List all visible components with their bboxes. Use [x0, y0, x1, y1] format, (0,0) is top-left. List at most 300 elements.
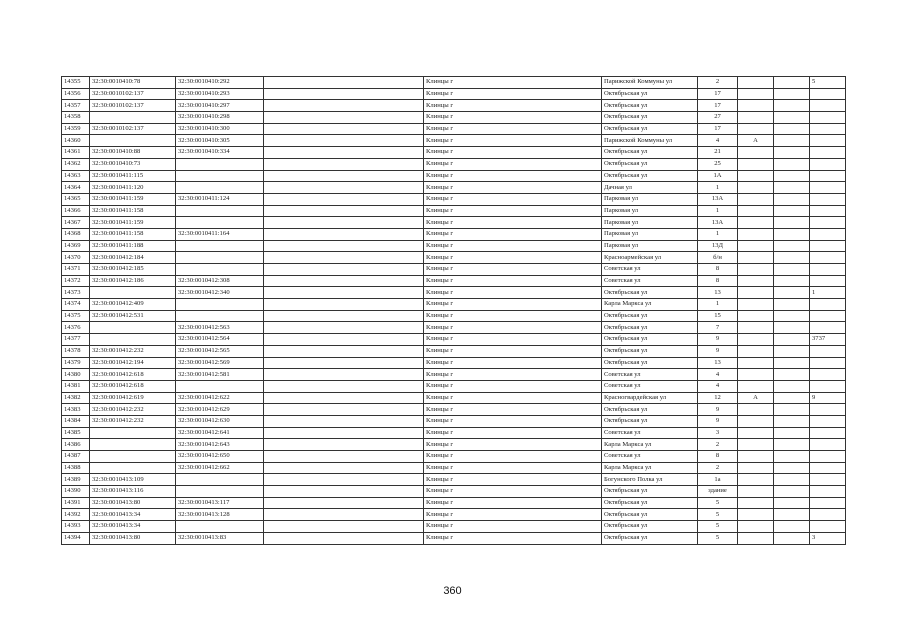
settlement-cell: Клинцы г — [424, 158, 602, 170]
blank-cell — [264, 474, 424, 486]
letter-cell — [738, 123, 774, 135]
row-number-cell: 14384 — [62, 415, 90, 427]
settlement-cell: Клинцы г — [424, 310, 602, 322]
building-cell — [774, 275, 810, 287]
letter-cell — [738, 275, 774, 287]
table-row — [62, 415, 846, 427]
street-cell: Богунского Полка ул — [602, 474, 698, 486]
row-number-cell: 14378 — [62, 345, 90, 357]
parcel-cadastral-cell: 32:30:0010412:618 — [90, 380, 176, 392]
building-cell — [774, 392, 810, 404]
blank-cell — [264, 275, 424, 287]
row-number-cell: 14376 — [62, 322, 90, 334]
street-cell: Парковая ул — [602, 228, 698, 240]
blank-cell — [264, 497, 424, 509]
house-number-cell: 1 — [698, 205, 738, 217]
object-cadastral-cell: 32:30:0010412:581 — [176, 369, 264, 381]
table-row — [62, 392, 846, 404]
building-cell — [774, 474, 810, 486]
house-number-cell: 12 — [698, 392, 738, 404]
parcel-cadastral-cell: 32:30:0010411:159 — [90, 193, 176, 205]
object-cadastral-cell: 32:30:0010410:292 — [176, 77, 264, 89]
table-row — [62, 497, 846, 509]
street-cell: Октябрьская ул — [602, 112, 698, 124]
building-cell — [774, 380, 810, 392]
house-number-cell: 5 — [698, 521, 738, 533]
blank-cell — [264, 380, 424, 392]
blank-cell — [264, 357, 424, 369]
settlement-cell: Клинцы г — [424, 135, 602, 147]
blank-cell — [264, 345, 424, 357]
flat-cell — [810, 322, 846, 334]
table-row — [62, 112, 846, 124]
building-cell — [774, 252, 810, 264]
parcel-cadastral-cell — [90, 334, 176, 346]
table-row — [62, 275, 846, 287]
street-cell: Октябрьская ул — [602, 123, 698, 135]
street-cell: Парижской Коммуны ул — [602, 135, 698, 147]
flat-cell — [810, 427, 846, 439]
street-cell: Советская ул — [602, 427, 698, 439]
table-row — [62, 474, 846, 486]
building-cell — [774, 193, 810, 205]
settlement-cell: Клинцы г — [424, 497, 602, 509]
street-cell: Октябрьская ул — [602, 334, 698, 346]
table-row — [62, 100, 846, 112]
object-cadastral-cell — [176, 170, 264, 182]
blank-cell — [264, 462, 424, 474]
street-cell: Октябрьская ул — [602, 357, 698, 369]
flat-cell — [810, 486, 846, 498]
parcel-cadastral-cell: 32:30:0010413:34 — [90, 509, 176, 521]
street-cell: Октябрьская ул — [602, 532, 698, 544]
row-number-cell: 14357 — [62, 100, 90, 112]
flat-cell — [810, 299, 846, 311]
house-number-cell: б/н — [698, 252, 738, 264]
blank-cell — [264, 170, 424, 182]
parcel-cadastral-cell: 32:30:0010412:618 — [90, 369, 176, 381]
house-number-cell: 4 — [698, 135, 738, 147]
table-row — [62, 509, 846, 521]
street-cell: Парковая ул — [602, 205, 698, 217]
parcel-cadastral-cell: 32:30:0010413:80 — [90, 497, 176, 509]
settlement-cell: Клинцы г — [424, 205, 602, 217]
settlement-cell: Клинцы г — [424, 264, 602, 276]
settlement-cell: Клинцы г — [424, 170, 602, 182]
building-cell — [774, 439, 810, 451]
table-row — [62, 380, 846, 392]
parcel-cadastral-cell: 32:30:0010412:186 — [90, 275, 176, 287]
row-number-cell: 14368 — [62, 228, 90, 240]
flat-cell — [810, 100, 846, 112]
object-cadastral-cell: 32:30:0010412:650 — [176, 451, 264, 463]
flat-cell — [810, 217, 846, 229]
parcel-cadastral-cell: 32:30:0010412:185 — [90, 264, 176, 276]
letter-cell — [738, 310, 774, 322]
building-cell — [774, 228, 810, 240]
row-number-cell: 14371 — [62, 264, 90, 276]
object-cadastral-cell: 32:30:0010412:569 — [176, 357, 264, 369]
table-row — [62, 77, 846, 89]
house-number-cell: 2 — [698, 439, 738, 451]
object-cadastral-cell — [176, 380, 264, 392]
house-number-cell: 9 — [698, 345, 738, 357]
blank-cell — [264, 147, 424, 159]
flat-cell — [810, 240, 846, 252]
parcel-cadastral-cell: 32:30:0010411:120 — [90, 182, 176, 194]
letter-cell — [738, 521, 774, 533]
building-cell — [774, 357, 810, 369]
parcel-cadastral-cell: 32:30:0010411:115 — [90, 170, 176, 182]
house-number-cell: 5 — [698, 532, 738, 544]
table-row — [62, 310, 846, 322]
house-number-cell: 17 — [698, 100, 738, 112]
parcel-cadastral-cell — [90, 451, 176, 463]
flat-cell — [810, 474, 846, 486]
settlement-cell: Клинцы г — [424, 147, 602, 159]
blank-cell — [264, 439, 424, 451]
street-cell: Карла Маркса ул — [602, 462, 698, 474]
parcel-cadastral-cell: 32:30:0010411:158 — [90, 228, 176, 240]
building-cell — [774, 135, 810, 147]
object-cadastral-cell: 32:30:0010412:630 — [176, 415, 264, 427]
street-cell: Красноармейская ул — [602, 252, 698, 264]
object-cadastral-cell — [176, 521, 264, 533]
flat-cell — [810, 88, 846, 100]
street-cell: Парковая ул — [602, 193, 698, 205]
street-cell: Октябрьская ул — [602, 404, 698, 416]
table-row — [62, 462, 846, 474]
parcel-cadastral-cell — [90, 112, 176, 124]
house-number-cell: 1 — [698, 228, 738, 240]
house-number-cell: 13 — [698, 357, 738, 369]
house-number-cell: 15 — [698, 310, 738, 322]
object-cadastral-cell: 32:30:0010410:297 — [176, 100, 264, 112]
letter-cell — [738, 380, 774, 392]
row-number-cell: 14373 — [62, 287, 90, 299]
table-row — [62, 322, 846, 334]
building-cell — [774, 205, 810, 217]
flat-cell — [810, 170, 846, 182]
settlement-cell: Клинцы г — [424, 299, 602, 311]
building-cell — [774, 532, 810, 544]
settlement-cell: Клинцы г — [424, 112, 602, 124]
flat-cell — [810, 182, 846, 194]
street-cell: Октябрьская ул — [602, 310, 698, 322]
object-cadastral-cell: 32:30:0010413:128 — [176, 509, 264, 521]
object-cadastral-cell: 32:30:0010410:293 — [176, 88, 264, 100]
settlement-cell: Клинцы г — [424, 369, 602, 381]
object-cadastral-cell — [176, 240, 264, 252]
flat-cell — [810, 380, 846, 392]
building-cell — [774, 240, 810, 252]
street-cell: Октябрьская ул — [602, 88, 698, 100]
row-number-cell: 14362 — [62, 158, 90, 170]
letter-cell — [738, 193, 774, 205]
object-cadastral-cell — [176, 205, 264, 217]
blank-cell — [264, 240, 424, 252]
parcel-cadastral-cell: 32:30:0010411:159 — [90, 217, 176, 229]
house-number-cell: 1 — [698, 182, 738, 194]
parcel-cadastral-cell: 32:30:0010412:232 — [90, 345, 176, 357]
row-number-cell: 14369 — [62, 240, 90, 252]
house-number-cell: 13А — [698, 217, 738, 229]
table-row — [62, 135, 846, 147]
row-number-cell: 14381 — [62, 380, 90, 392]
parcel-cadastral-cell: 32:30:0010413:109 — [90, 474, 176, 486]
letter-cell — [738, 240, 774, 252]
object-cadastral-cell: 32:30:0010412:662 — [176, 462, 264, 474]
letter-cell — [738, 322, 774, 334]
blank-cell — [264, 88, 424, 100]
street-cell: Советская ул — [602, 264, 698, 276]
letter-cell — [738, 497, 774, 509]
letter-cell — [738, 88, 774, 100]
house-number-cell: 27 — [698, 112, 738, 124]
row-number-cell: 14366 — [62, 205, 90, 217]
row-number-cell: 14386 — [62, 439, 90, 451]
object-cadastral-cell — [176, 252, 264, 264]
table-row — [62, 158, 846, 170]
letter-cell — [738, 287, 774, 299]
house-number-cell: 25 — [698, 158, 738, 170]
letter-cell — [738, 77, 774, 89]
letter-cell — [738, 217, 774, 229]
house-number-cell: здание — [698, 486, 738, 498]
table-row — [62, 193, 846, 205]
table-row — [62, 532, 846, 544]
flat-cell — [810, 158, 846, 170]
house-number-cell: 1а — [698, 474, 738, 486]
table-row — [62, 240, 846, 252]
letter-cell — [738, 345, 774, 357]
blank-cell — [264, 369, 424, 381]
table-row — [62, 345, 846, 357]
building-cell — [774, 123, 810, 135]
settlement-cell: Клинцы г — [424, 486, 602, 498]
table-row — [62, 486, 846, 498]
settlement-cell: Клинцы г — [424, 415, 602, 427]
blank-cell — [264, 158, 424, 170]
settlement-cell: Клинцы г — [424, 439, 602, 451]
table-row — [62, 369, 846, 381]
building-cell — [774, 427, 810, 439]
row-number-cell: 14355 — [62, 77, 90, 89]
blank-cell — [264, 287, 424, 299]
settlement-cell: Клинцы г — [424, 532, 602, 544]
house-number-cell: 13Д — [698, 240, 738, 252]
building-cell — [774, 369, 810, 381]
building-cell — [774, 451, 810, 463]
building-cell — [774, 345, 810, 357]
page-number: 360 — [443, 585, 462, 597]
object-cadastral-cell — [176, 217, 264, 229]
letter-cell — [738, 228, 774, 240]
street-cell: Октябрьская ул — [602, 100, 698, 112]
street-cell: Октябрьская ул — [602, 287, 698, 299]
house-number-cell: 7 — [698, 322, 738, 334]
street-cell: Октябрьская ул — [602, 486, 698, 498]
settlement-cell: Клинцы г — [424, 404, 602, 416]
flat-cell — [810, 509, 846, 521]
building-cell — [774, 182, 810, 194]
flat-cell — [810, 404, 846, 416]
parcel-cadastral-cell: 32:30:0010413:116 — [90, 486, 176, 498]
building-cell — [774, 147, 810, 159]
building-cell — [774, 287, 810, 299]
parcel-cadastral-cell — [90, 427, 176, 439]
row-number-cell: 14374 — [62, 299, 90, 311]
flat-cell — [810, 357, 846, 369]
flat-cell: 3 — [810, 532, 846, 544]
flat-cell — [810, 193, 846, 205]
object-cadastral-cell: 32:30:0010410:334 — [176, 147, 264, 159]
table-row — [62, 264, 846, 276]
object-cadastral-cell: 32:30:0010411:164 — [176, 228, 264, 240]
blank-cell — [264, 77, 424, 89]
letter-cell — [738, 299, 774, 311]
flat-cell — [810, 264, 846, 276]
row-number-cell: 14389 — [62, 474, 90, 486]
table-row — [62, 252, 846, 264]
table-row — [62, 427, 846, 439]
parcel-cadastral-cell — [90, 287, 176, 299]
parcel-cadastral-cell: 32:30:0010410:73 — [90, 158, 176, 170]
house-number-cell: 8 — [698, 264, 738, 276]
blank-cell — [264, 299, 424, 311]
flat-cell — [810, 228, 846, 240]
object-cadastral-cell — [176, 264, 264, 276]
letter-cell — [738, 369, 774, 381]
street-cell: Дачная ул — [602, 182, 698, 194]
street-cell: Советская ул — [602, 380, 698, 392]
table-row — [62, 439, 846, 451]
street-cell: Парижской Коммуны ул — [602, 77, 698, 89]
street-cell: Красногвардейская ул — [602, 392, 698, 404]
table-row — [62, 334, 846, 346]
blank-cell — [264, 322, 424, 334]
letter-cell — [738, 427, 774, 439]
letter-cell — [738, 182, 774, 194]
blank-cell — [264, 532, 424, 544]
object-cadastral-cell — [176, 486, 264, 498]
building-cell — [774, 158, 810, 170]
settlement-cell: Клинцы г — [424, 451, 602, 463]
street-cell: Карла Маркса ул — [602, 439, 698, 451]
building-cell — [774, 521, 810, 533]
building-cell — [774, 310, 810, 322]
blank-cell — [264, 252, 424, 264]
blank-cell — [264, 135, 424, 147]
flat-cell — [810, 147, 846, 159]
flat-cell — [810, 252, 846, 264]
building-cell — [774, 299, 810, 311]
letter-cell — [738, 170, 774, 182]
object-cadastral-cell — [176, 158, 264, 170]
table-row — [62, 123, 846, 135]
settlement-cell: Клинцы г — [424, 345, 602, 357]
settlement-cell: Клинцы г — [424, 392, 602, 404]
object-cadastral-cell — [176, 182, 264, 194]
flat-cell: 5 — [810, 77, 846, 89]
street-cell: Советская ул — [602, 275, 698, 287]
settlement-cell: Клинцы г — [424, 228, 602, 240]
flat-cell — [810, 205, 846, 217]
flat-cell — [810, 497, 846, 509]
parcel-cadastral-cell: 32:30:0010413:80 — [90, 532, 176, 544]
building-cell — [774, 322, 810, 334]
blank-cell — [264, 427, 424, 439]
row-number-cell: 14391 — [62, 497, 90, 509]
blank-cell — [264, 521, 424, 533]
building-cell — [774, 100, 810, 112]
street-cell: Советская ул — [602, 369, 698, 381]
street-cell: Октябрьская ул — [602, 415, 698, 427]
letter-cell — [738, 474, 774, 486]
parcel-cadastral-cell: 32:30:0010412:531 — [90, 310, 176, 322]
street-cell: Октябрьская ул — [602, 509, 698, 521]
parcel-cadastral-cell: 32:30:0010412:619 — [90, 392, 176, 404]
flat-cell — [810, 521, 846, 533]
letter-cell — [738, 100, 774, 112]
row-number-cell: 14377 — [62, 334, 90, 346]
blank-cell — [264, 100, 424, 112]
letter-cell — [738, 451, 774, 463]
street-cell: Октябрьская ул — [602, 158, 698, 170]
flat-cell — [810, 451, 846, 463]
flat-cell — [810, 310, 846, 322]
street-cell: Карла Маркса ул — [602, 299, 698, 311]
row-number-cell: 14382 — [62, 392, 90, 404]
house-number-cell: 8 — [698, 451, 738, 463]
letter-cell — [738, 532, 774, 544]
object-cadastral-cell — [176, 299, 264, 311]
letter-cell — [738, 158, 774, 170]
object-cadastral-cell — [176, 474, 264, 486]
house-number-cell: 9 — [698, 415, 738, 427]
letter-cell — [738, 509, 774, 521]
letter-cell — [738, 404, 774, 416]
house-number-cell: 13 — [698, 287, 738, 299]
street-cell: Октябрьская ул — [602, 345, 698, 357]
table-row — [62, 170, 846, 182]
object-cadastral-cell: 32:30:0010412:340 — [176, 287, 264, 299]
flat-cell — [810, 462, 846, 474]
flat-cell: 3737 — [810, 334, 846, 346]
building-cell — [774, 404, 810, 416]
letter-cell — [738, 334, 774, 346]
settlement-cell: Клинцы г — [424, 287, 602, 299]
row-number-cell: 14367 — [62, 217, 90, 229]
settlement-cell: Клинцы г — [424, 123, 602, 135]
row-number-cell: 14380 — [62, 369, 90, 381]
street-cell: Октябрьская ул — [602, 497, 698, 509]
object-cadastral-cell: 32:30:0010410:305 — [176, 135, 264, 147]
house-number-cell: 13А — [698, 193, 738, 205]
house-number-cell: 17 — [698, 88, 738, 100]
parcel-cadastral-cell: 32:30:0010102:137 — [90, 123, 176, 135]
street-cell: Октябрьская ул — [602, 521, 698, 533]
object-cadastral-cell: 32:30:0010411:124 — [176, 193, 264, 205]
table-row — [62, 228, 846, 240]
parcel-cadastral-cell — [90, 322, 176, 334]
row-number-cell: 14358 — [62, 112, 90, 124]
parcel-cadastral-cell: 32:30:0010102:137 — [90, 100, 176, 112]
table-row — [62, 88, 846, 100]
building-cell — [774, 217, 810, 229]
blank-cell — [264, 205, 424, 217]
parcel-cadastral-cell — [90, 462, 176, 474]
